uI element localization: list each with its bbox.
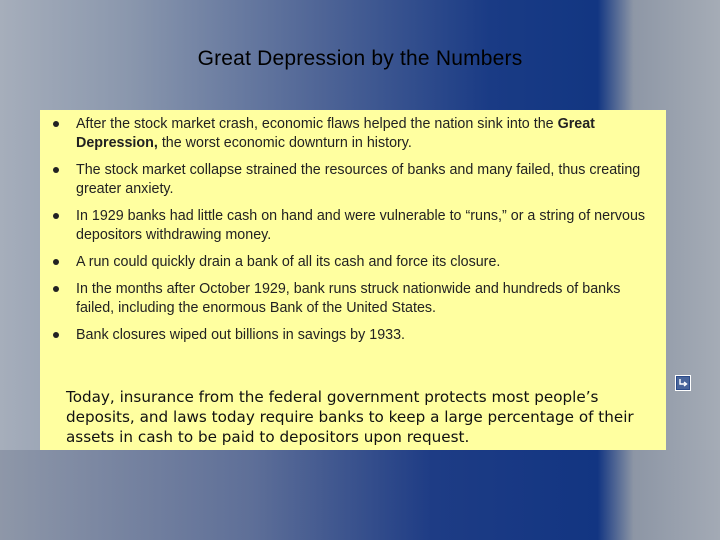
bullet-text: In 1929 banks had little cash on hand and were vulnerable to “runs,” or a string of nervous depositors withdrawing money.	[76, 208, 646, 243]
content-box	[40, 110, 666, 450]
bullet-list	[40, 115, 666, 353]
bullet-dot-icon	[53, 121, 59, 127]
slide-title: Great Depression by the Numbers	[197, 47, 523, 70]
bullet-item	[40, 326, 666, 345]
bullet-dot-icon	[53, 167, 59, 173]
bullet-item	[40, 253, 666, 272]
bullet-text: A run could quickly drain a bank of all its cash and force its closure.	[76, 254, 501, 270]
bullet-dot-icon	[53, 213, 59, 219]
bullet-dot-icon	[53, 259, 59, 265]
bullet-item	[40, 280, 666, 318]
return-button[interactable]	[675, 375, 691, 391]
bullet-text: In the months after October 1929, bank runs struck nationwide and hundreds of banks failed, including the enormous Bank of the United States.	[76, 281, 621, 316]
bullet-dot-icon	[53, 286, 59, 292]
slide-bottom-band	[0, 450, 720, 540]
bullet-dot-icon	[53, 332, 59, 338]
footnote-text: Today, insurance from the federal government protects most people’s deposits, and laws today require banks to keep a large percentage of their assets in cash to be paid to depositors upon request.	[66, 388, 634, 446]
bullet-text: Bank closures wiped out billions in savings by 1933.	[76, 327, 406, 343]
bullet-bold-term: Great Depression,	[76, 116, 595, 151]
bullet-text: The stock market collapse strained the resources of banks and many failed, thus creating greater anxiety.	[76, 162, 641, 197]
bullet-item	[40, 115, 666, 153]
return-arrow-icon	[676, 376, 690, 390]
bullet-text: After the stock market crash, economic flaws helped the nation sink into the	[76, 116, 558, 132]
bullet-item	[40, 207, 666, 245]
bullet-item	[40, 161, 666, 199]
bullet-text-after: the worst economic downturn in history.	[157, 135, 412, 151]
